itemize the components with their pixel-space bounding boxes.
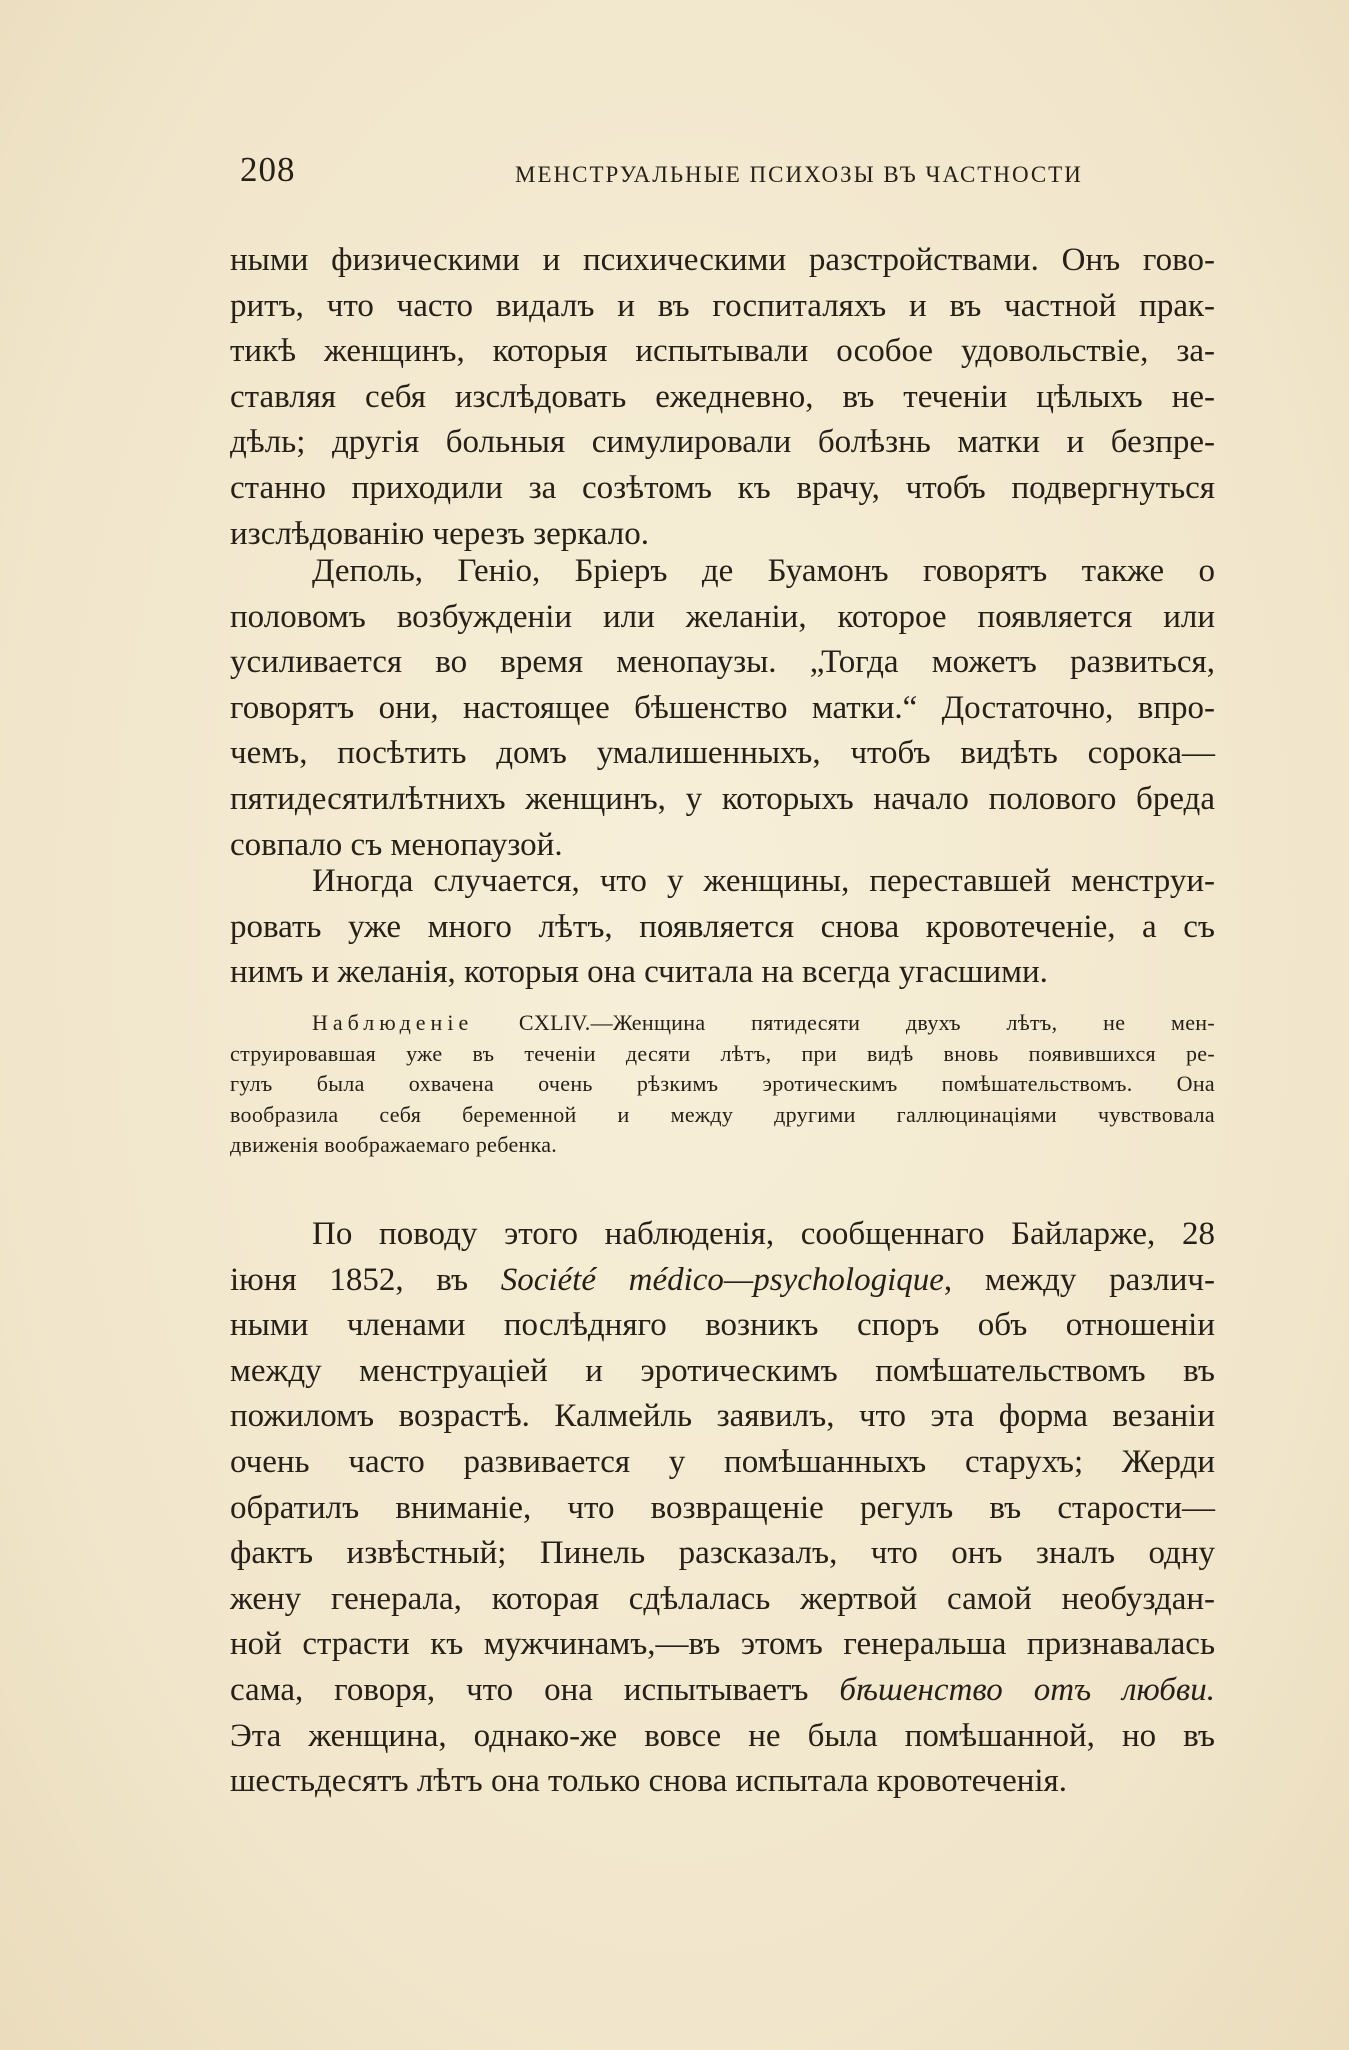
- text-span: , между различ-: [943, 1261, 1215, 1298]
- page-number: 208: [240, 150, 296, 189]
- text-line: изслѣдованію черезъ зеркало.: [230, 515, 649, 552]
- paragraph-1: [230, 238, 1215, 557]
- text-line: По поводу этого наблюденія, сообщеннаго Байларже, 28: [312, 1216, 1215, 1252]
- text-line: ставляя себя изслѣдовать ежедневно, въ теченіи цѣлыхъ не-: [230, 378, 1215, 415]
- text-line: пятидесятилѣтнихъ женщинъ, у которыхъ начало полового бреда: [230, 780, 1215, 817]
- observation-note: [230, 1008, 1215, 1161]
- text-line: тикѣ женщинъ, которыя испытывали особое удовольствіе, за-: [230, 333, 1215, 370]
- observation-line: движенія воображаемаго ребенка.: [230, 1132, 558, 1157]
- text-line: говорятъ они, настоящее бѣшенство матки.“ Достаточно, впро-: [230, 689, 1215, 726]
- text-line: станно приходили за созѣтомъ къ врачу, чтобъ подвергнуться: [230, 469, 1215, 506]
- text-line: [230, 1668, 1215, 1714]
- observation-heading: CXLIV.—Женщина пятидесяти двухъ лѣтъ, не мен-: [473, 1010, 1215, 1035]
- paragraph-3: [230, 859, 1215, 996]
- observation-line: гулъ была охвачена очень рѣзкимъ эротическимъ помѣшательствомъ. Она: [230, 1071, 1215, 1096]
- text-line: между менструаціей и эротическимъ помѣшательствомъ въ: [230, 1352, 1215, 1389]
- observation-line: струировавшая уже въ теченіи десяти лѣтъ, при видѣ вновь появившихся ре-: [230, 1040, 1215, 1066]
- text-line: дѣль; другія больныя симулировали болѣзнь матки и безпре-: [230, 424, 1215, 461]
- observation-label: Наблюденіе: [312, 1010, 474, 1035]
- text-span: іюня 1852, въ: [230, 1261, 501, 1298]
- text-line: усиливается во время менопаузы. „Тогда можетъ развиться,: [230, 644, 1215, 681]
- text-line: Иногда случается, что у женщины, переставшей менструи-: [312, 863, 1215, 899]
- text-line: ными физическими и психическими разстройствами. Онъ гово-: [230, 242, 1215, 278]
- page-header: [240, 150, 1140, 200]
- text-line: ровать уже много лѣтъ, появляется снова кровотеченіе, а съ: [230, 908, 1215, 945]
- text-line: [230, 1258, 1215, 1304]
- text-line: чемъ, посѣтить домъ умалишенныхъ, чтобъ видѣть сорока—: [230, 735, 1215, 772]
- text-line: ритъ, что часто видалъ и въ госпиталяхъ и въ частной прак-: [230, 287, 1215, 324]
- text-line: шестьдесятъ лѣтъ она только снова испытала кровотеченія.: [230, 1763, 1067, 1800]
- paragraph-4: [230, 1212, 1215, 1805]
- text-line: жену генерала, которая сдѣлалась жертвой самой необуздан-: [230, 1580, 1215, 1617]
- text-span: сама, говоря, что она испытываетъ: [230, 1671, 840, 1708]
- observation-line: [230, 1008, 1215, 1039]
- text-line: очень часто развивается у помѣшанныхъ старухъ; Жерди: [230, 1443, 1215, 1480]
- text-line: Эта женщина, однако-же вовсе не была помѣшанной, но въ: [230, 1717, 1215, 1754]
- society-name: Société médico—psychologique: [500, 1261, 944, 1298]
- text-line: ными членами послѣдняго возникъ споръ объ отношеніи: [230, 1307, 1215, 1344]
- text-line: Деполь, Геніо, Бріеръ де Буамонъ говорятъ также о: [312, 553, 1215, 589]
- running-head: МЕНСТРУАЛЬНЫЕ ПСИХОЗЫ ВЪ ЧАСТНОСТИ: [515, 162, 1083, 187]
- text-line: ной страсти къ мужчинамъ,—въ этомъ генеральша признавалась: [230, 1626, 1215, 1663]
- text-line: пожиломъ возрастѣ. Калмейль заявилъ, что эта форма везаніи: [230, 1398, 1215, 1435]
- observation-line: вообразила себя беременной и между другими галлюцинаціями чувствовала: [230, 1101, 1215, 1127]
- paragraph-2: [230, 549, 1215, 868]
- text-line: совпало съ менопаузой.: [230, 826, 563, 863]
- text-line: обратилъ вниманіе, что возвращеніе регулъ въ старости—: [230, 1489, 1215, 1526]
- emphasis-phrase: бѣшенство отъ любви.: [839, 1671, 1215, 1708]
- text-line: фактъ извѣстный; Пинель разсказалъ, что онъ зналъ одну: [230, 1535, 1215, 1572]
- text-line: нимъ и желанія, которыя она считала на всегда угасшими.: [230, 954, 1048, 991]
- text-line: половомъ возбужденіи или желаніи, которое появляется или: [230, 598, 1215, 635]
